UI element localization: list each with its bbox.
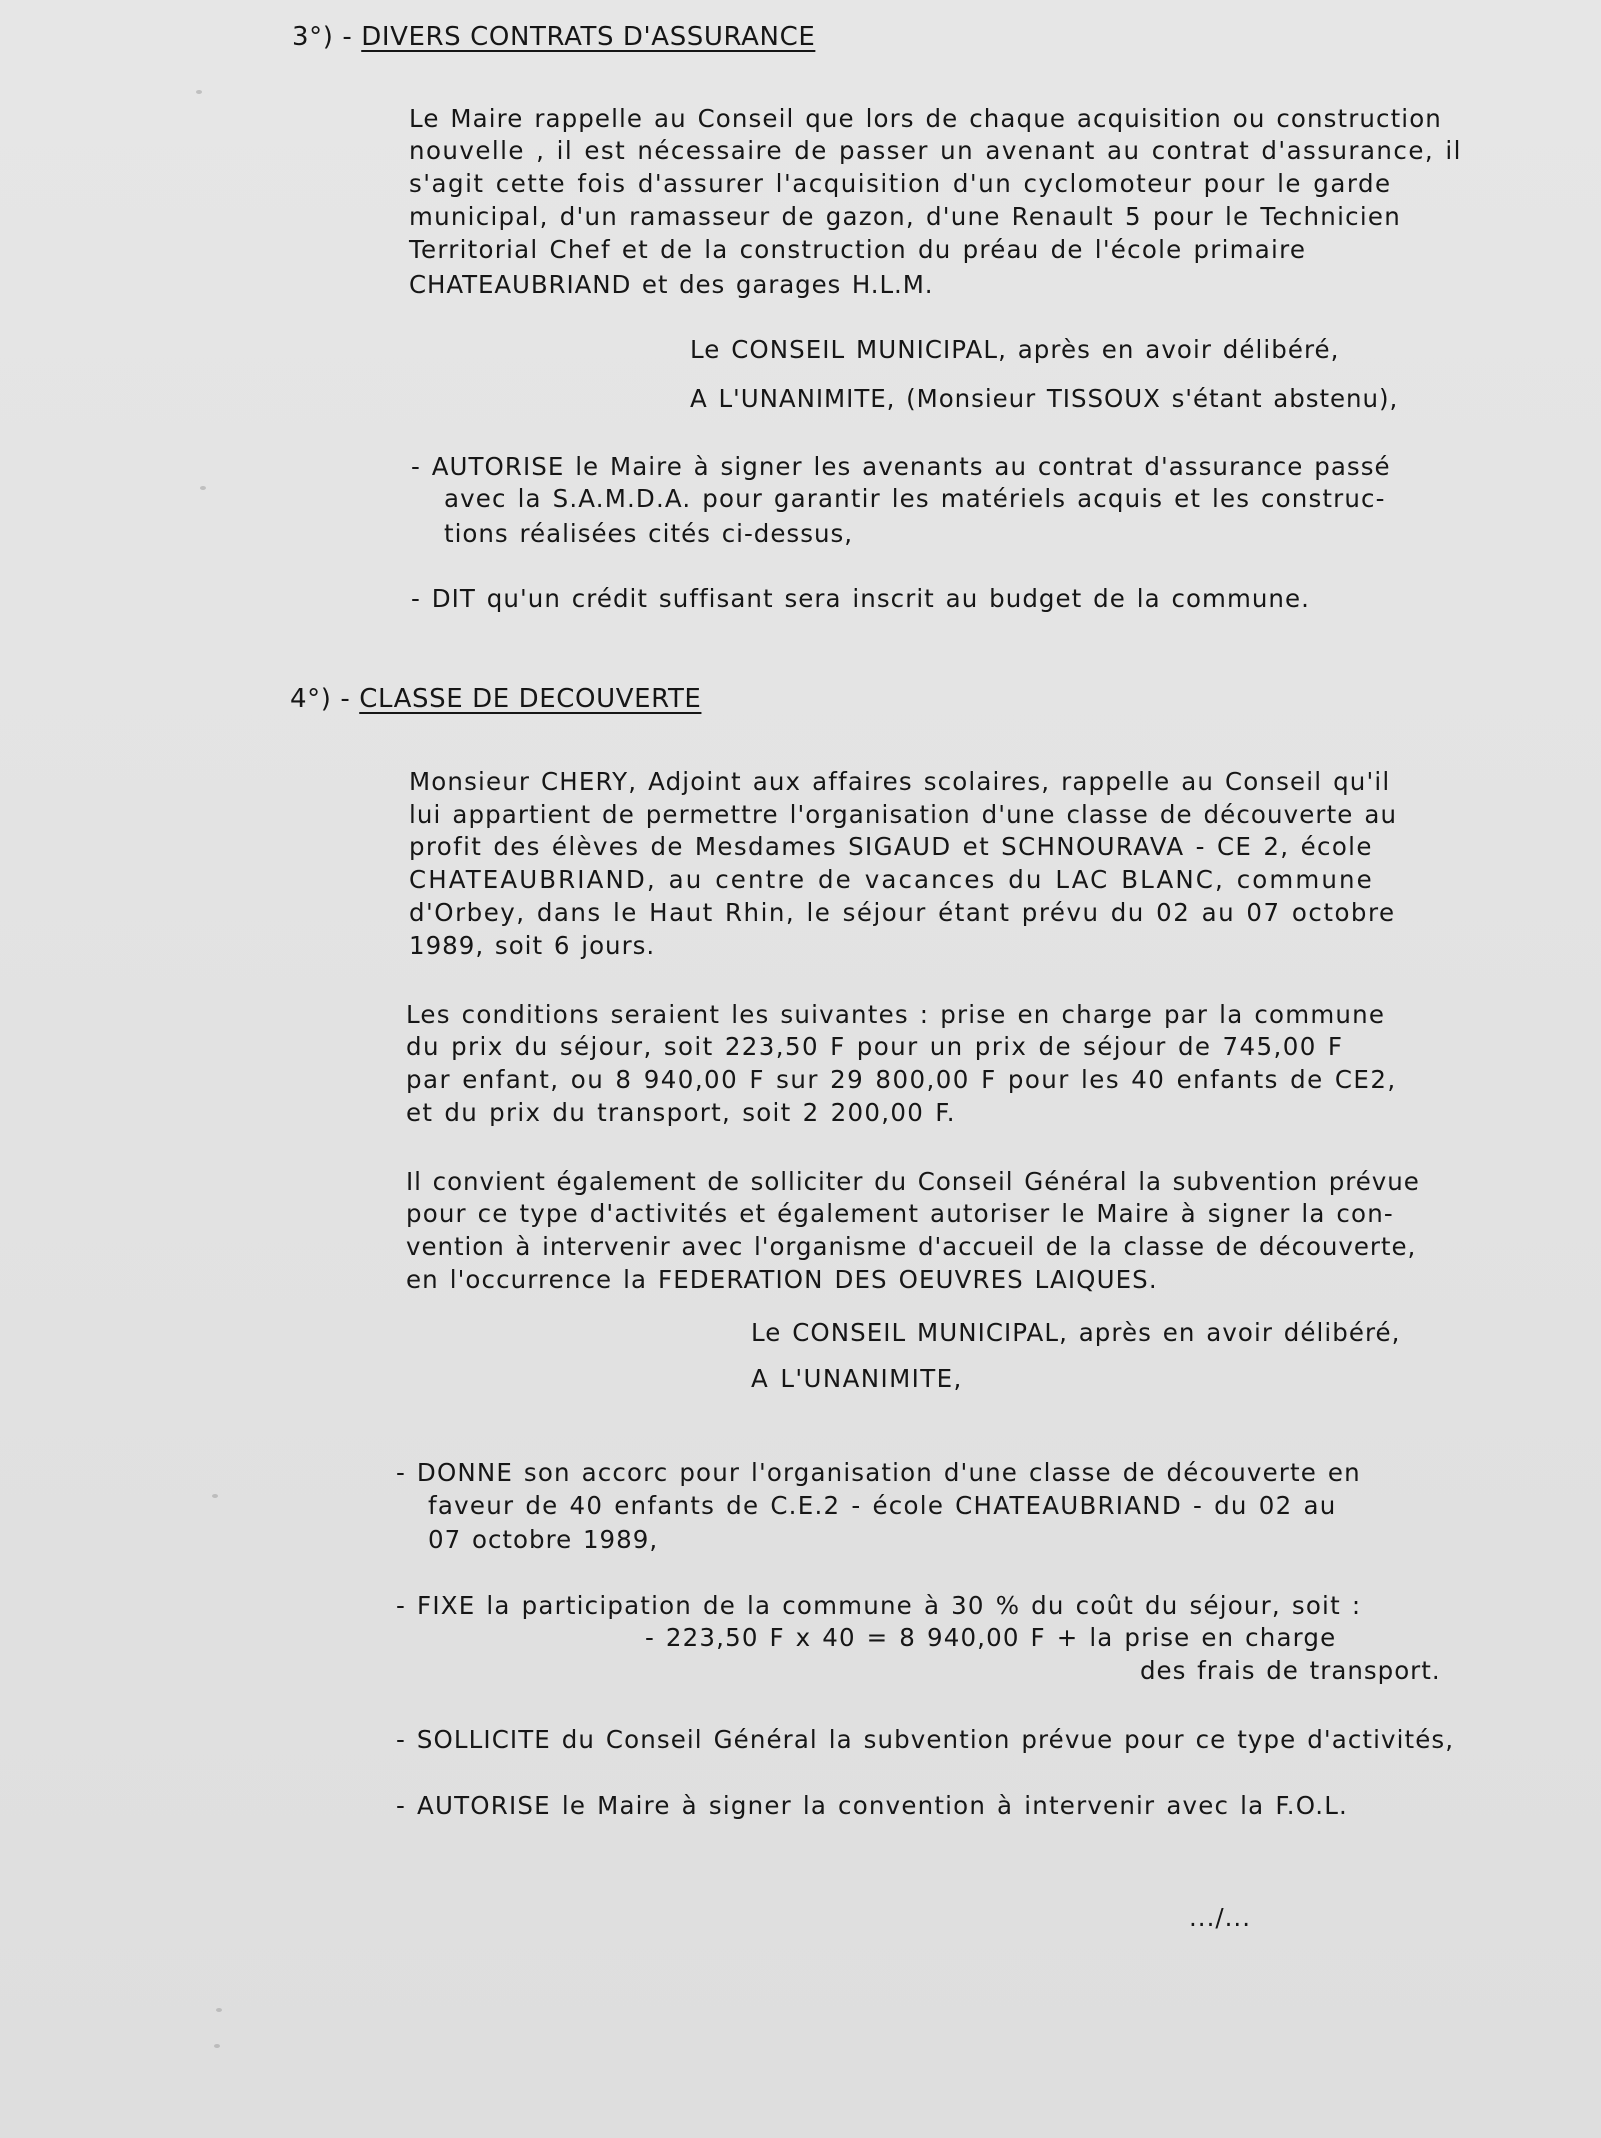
section-3-decision-dit: - DIT qu'un crédit suffisant sera inscrit au budget de la commune.	[411, 584, 1310, 613]
section-4-conditions-line: du prix du séjour, soit 223,50 F pour un prix de séjour de 745,00 F	[406, 1032, 1344, 1061]
section-4-title: CLASSE DE DECOUVERTE	[359, 684, 702, 714]
paper-speck	[214, 2044, 220, 2048]
section-4-subsidy-line: vention à intervenir avec l'organisme d'accueil de la classe de découverte,	[406, 1232, 1417, 1261]
section-3-paragraph-line: Territorial Chef et de la construction du préau de l'école primaire	[409, 235, 1307, 264]
section-3-paragraph-line: s'agit cette fois d'assurer l'acquisition d'un cyclomoteur pour le garde	[409, 169, 1392, 198]
paper-speck	[196, 90, 202, 94]
paper-speck	[212, 1494, 218, 1498]
section-3-paragraph-line: Le Maire rappelle au Conseil que lors de chaque acquisition ou construction	[409, 104, 1442, 133]
section-4-paragraph-line: CHATEAUBRIAND, au centre de vacances du LAC BLANC, commune	[409, 865, 1374, 894]
section-3-decision-authorise-cont: tions réalisées cités ci-dessus,	[444, 519, 854, 548]
section-4-decision-fixe-transport: des frais de transport.	[1140, 1656, 1441, 1685]
section-3-paragraph-line: municipal, d'un ramasseur de gazon, d'une Renault 5 pour le Technicien	[409, 202, 1402, 231]
section-4-subsidy-line: pour ce type d'activités et également autoriser le Maire à signer la con-	[406, 1199, 1394, 1228]
section-3-decision-authorise-cont: avec la S.A.M.D.A. pour garantir les matériels acquis et les construc-	[444, 484, 1386, 513]
section-4-paragraph-line: d'Orbey, dans le Haut Rhin, le séjour étant prévu du 02 au 07 octobre	[409, 898, 1396, 927]
page-continuation-mark: .../...	[1189, 1903, 1251, 1932]
section-4-conditions-line: et du prix du transport, soit 2 200,00 F.	[406, 1098, 956, 1127]
section-4-heading	[290, 682, 701, 716]
section-4-decision-donne: - DONNE son accorc pour l'organisation d'une classe de découverte en	[396, 1458, 1361, 1487]
section-4-paragraph-line: 1989, soit 6 jours.	[409, 931, 656, 960]
section-3-vote-line: A L'UNANIMITE, (Monsieur TISSOUX s'étant abstenu),	[690, 384, 1399, 413]
section-4-number: 4°) -	[290, 684, 351, 714]
section-4-paragraph-line: lui appartient de permettre l'organisation d'une classe de découverte au	[409, 800, 1398, 829]
section-4-conditions-line: par enfant, ou 8 940,00 F sur 29 800,00 F pour les 40 enfants de CE2,	[406, 1065, 1397, 1094]
section-3-paragraph-line: CHATEAUBRIAND et des garages H.L.M.	[409, 270, 934, 299]
section-3-heading	[292, 20, 815, 54]
section-4-decision-fixe-calc: - 223,50 F x 40 = 8 940,00 F + la prise en charge	[645, 1623, 1337, 1652]
section-4-subsidy-line: en l'occurrence la FEDERATION DES OEUVRES LAIQUES.	[406, 1265, 1158, 1294]
section-3-decision-authorise: - AUTORISE le Maire à signer les avenants au contrat d'assurance passé	[411, 452, 1391, 481]
section-4-decision-sollicite: - SOLLICITE du Conseil Général la subvention prévue pour ce type d'activités,	[396, 1725, 1455, 1754]
section-3-paragraph-line: nouvelle , il est nécessaire de passer un avenant au contrat d'assurance, il	[409, 136, 1462, 165]
section-4-decision-fixe: - FIXE la participation de la commune à 30 % du coût du séjour, soit :	[396, 1591, 1362, 1620]
section-3-title: DIVERS CONTRATS D'ASSURANCE	[361, 22, 816, 52]
section-4-decision-donne-cont: 07 octobre 1989,	[428, 1525, 659, 1554]
section-4-decision-donne-cont: faveur de 40 enfants de C.E.2 - école CHATEAUBRIAND - du 02 au	[428, 1491, 1337, 1520]
section-4-vote-line: A L'UNANIMITE,	[751, 1364, 963, 1393]
section-4-conditions-line: Les conditions seraient les suivantes : prise en charge par la commune	[406, 1000, 1386, 1029]
section-3-number: 3°) -	[292, 22, 353, 52]
section-4-subsidy-line: Il convient également de solliciter du Conseil Général la subvention prévue	[406, 1167, 1420, 1196]
paper-speck	[216, 2008, 222, 2012]
section-3-council-line: Le CONSEIL MUNICIPAL, après en avoir délibéré,	[690, 335, 1340, 364]
section-4-paragraph-line: profit des élèves de Mesdames SIGAUD et SCHNOURAVA - CE 2, école	[409, 832, 1373, 861]
paper-speck	[200, 486, 206, 490]
section-4-decision-autorise: - AUTORISE le Maire à signer la convention à intervenir avec la F.O.L.	[396, 1791, 1349, 1820]
section-4-paragraph-line: Monsieur CHERY, Adjoint aux affaires scolaires, rappelle au Conseil qu'il	[409, 767, 1391, 796]
section-4-council-line: Le CONSEIL MUNICIPAL, après en avoir délibéré,	[751, 1318, 1401, 1347]
